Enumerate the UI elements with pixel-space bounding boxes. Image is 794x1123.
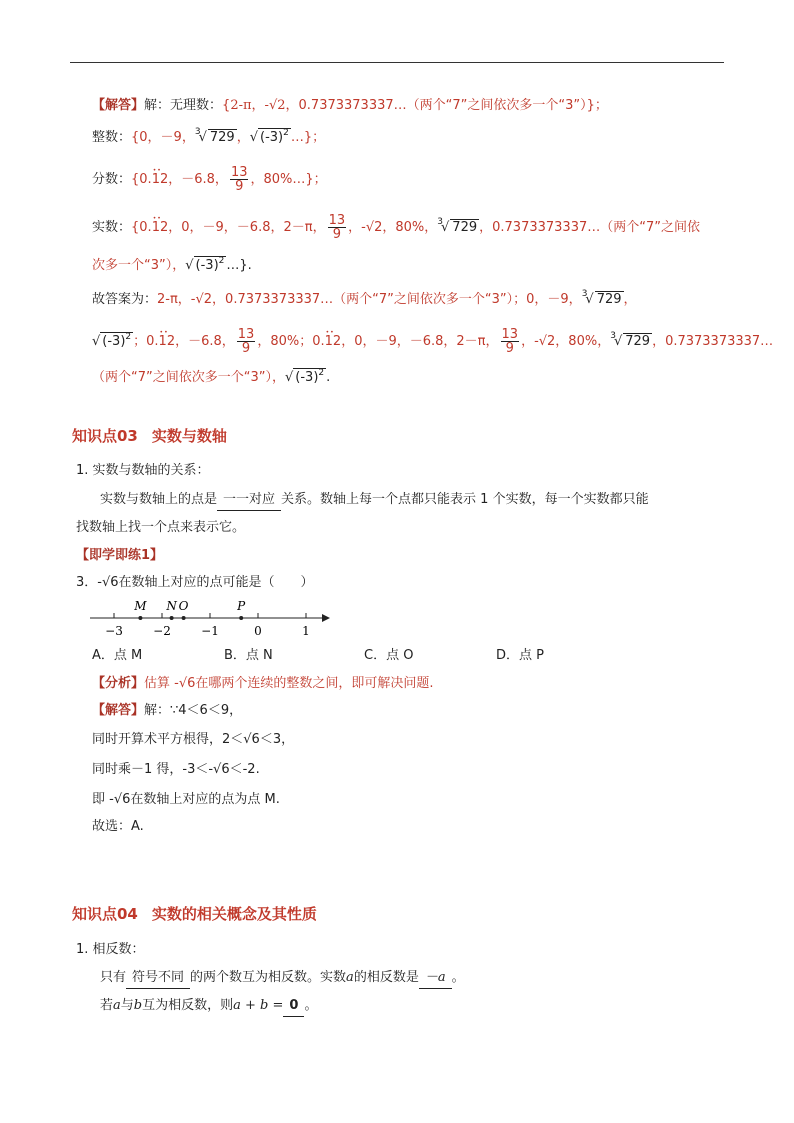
section-title-04: 知识点04 实数的相关概念及其性质 [72,905,317,923]
repeating-digits: •• 12 [152,170,169,190]
tick-label: −1 [201,624,219,638]
section-title-03: 知识点03 实数与数轴 [72,427,227,445]
final-answer-line-1: 故答案为：2-π，-√2，0.7373373337…（两个“7”之间依次多一个“3”）；0，－9，$^3$√ 729 ， [92,289,637,307]
cube-root: 729 [209,130,235,145]
final-answer-line-3: （两个“7”之间依次多一个“3”），√ $(-3)^2$ . [92,368,330,388]
point-P [239,616,243,620]
fill-blank-correspondence: 一一对应 [217,490,281,511]
header-rule [70,62,724,63]
solution-line-2: 同时开算术平方根得，2＜√6＜3， [92,732,295,747]
option-c[interactable]: C．点 O [364,648,414,663]
point-M [138,616,142,620]
question-3: 3．-√6在数轴上对应的点可能是（ ） [76,575,314,590]
tick-label: 1 [302,624,310,638]
analysis-line: 【分析】估算 -√6在哪两个连续的整数之间，即可解决问题. [92,676,434,691]
option-b[interactable]: B．点 N [224,648,273,663]
subheading-opposite: 1. 相反数： [76,942,145,957]
point-label-P: P [237,599,246,613]
solution-line-5: 故选：A. [92,819,144,834]
subheading-relation: 1. 实数与数轴的关系： [76,463,210,478]
point-O [182,616,186,620]
answer-real-line-2: 次多一个“3”），√ $(-3)^2$ …}. [92,256,252,276]
fill-blank-sign: 符号不同 [126,968,190,989]
point-N [170,616,174,620]
solution-line-3: 同时乘－1 得，-3＜-√6＜-2. [92,762,260,777]
fill-blank-neg-a: －a [419,968,452,989]
tick-label: −3 [105,624,123,638]
sqrt-neg3: $(-3)^2$ [258,128,291,148]
point-label-M: M [134,599,147,613]
fill-blank-zero: 0 [283,996,304,1017]
answer-real-line-1: 实数：{0.•• 12，0，－9，－6.8，2－π， $\frac{13}{9}$ ，-√2，80%，$^3$√ 729 ，0.7373373337…（两个“7”之间依 [92,214,700,241]
opposite-paragraph-1: 只有 符号不同 的两个数互为相反数。实数a的相反数是 －a 。 [100,968,465,989]
point-label-O: O [178,599,189,613]
practice-tag: 【即学即练1】 [76,548,164,563]
paragraph-line-2: 找数轴上找一个点来表示它。 [76,520,246,535]
fraction-13-9: $\frac{13}{9}$ [230,165,248,194]
tick-label: −2 [153,624,171,638]
paragraph-line-1: 实数与数轴上的点是 一一对应 关系。数轴上每一个点都只能表示 1 个实数，每一个实数都只能 [100,490,649,511]
answer-fraction-line: 分数：{0.•• 12，－6.8， $\frac{13}{9}$ ，80%…}； [92,166,327,193]
point-label-N: N [166,599,177,613]
opposite-paragraph-2: 若a与b互为相反数，则a + b = 0 。 [100,996,317,1017]
tick-label: 0 [254,624,262,638]
option-a[interactable]: A．点 M [92,648,143,663]
answer-integer-line: 整数：{0，－9，$^3$√ 729 ，√ $(-3)^2$ …}； [92,128,325,149]
solution-line-4: 即 -√6在数轴上对应的点为点 M. [92,792,280,807]
answer-tag: 【解答】 [92,98,145,113]
final-answer-line-2: √ $(-3)^2$ ；0.•• 12，－6.8， $\frac{13}{9}$ ，80%；0.•• 12，0，－9，－6.8，2－π， $\frac{13}{9}$ ，-√2，80%，$^3$√ 729 ，0.7373373337… [92,328,773,355]
answer-irrational-line: 【解答】解：无理数：{2-π，-√2，0.7373373337…（两个“7”之间依次多一个“3”）}； [92,98,608,113]
number-line-figure [86,596,336,640]
axis-arrow [322,614,330,622]
option-d[interactable]: D．点 P [496,648,544,663]
solution-line-1: 【解答】解：∵4＜6＜9， [92,703,243,718]
